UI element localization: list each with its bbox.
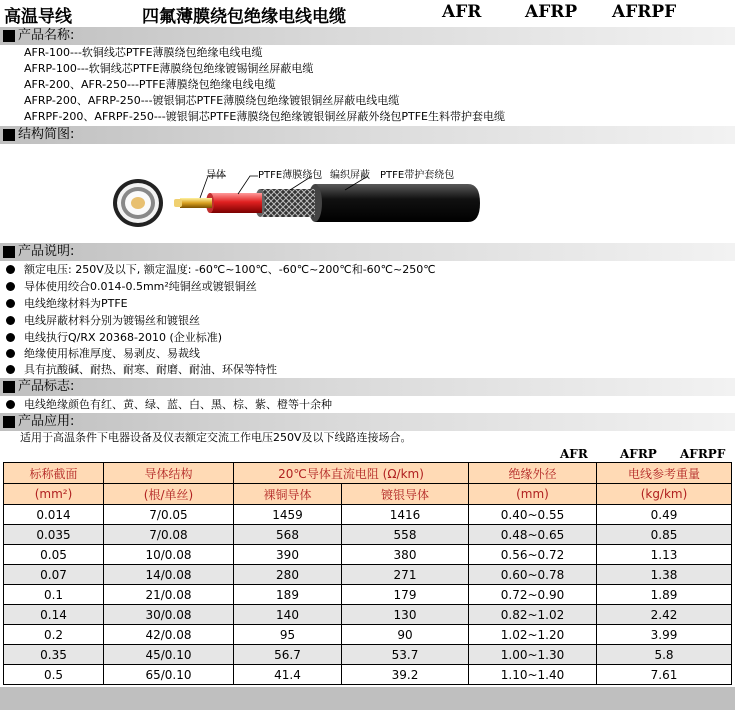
- name-line: AFR-200、AFR-250---PTFE薄膜绕包绝缘电线电缆: [24, 78, 276, 91]
- section-bar-structure: [0, 126, 735, 144]
- cell-conductor: 21/0.08: [104, 585, 234, 605]
- cell-od: 0.48~0.65: [469, 525, 597, 545]
- cell-od: 1.10~1.40: [469, 665, 597, 685]
- cell-section: 0.2: [4, 625, 104, 645]
- table-grade-afr: AFR: [560, 447, 588, 461]
- header-weight: 电线参考重量: [597, 463, 732, 484]
- bullet-icon: [6, 316, 15, 325]
- cell-section: 0.14: [4, 605, 104, 625]
- cell-section: 0.1: [4, 585, 104, 605]
- product-title: 四氟薄膜绕包绝缘电线电缆: [142, 7, 346, 27]
- footer-bar: [0, 687, 735, 710]
- cell-bare-resistance: 568: [234, 525, 342, 545]
- section-bar-names: [0, 27, 735, 45]
- cell-bare-resistance: 41.4: [234, 665, 342, 685]
- cross-section-icon: [113, 179, 163, 227]
- header-bare-copper: 裸铜导体: [234, 484, 342, 505]
- cell-weight: 0.85: [597, 525, 732, 545]
- table-grade-afrp: AFRP: [620, 447, 657, 461]
- table-row: [4, 565, 732, 585]
- table-grade-afrpf: AFRPF: [680, 447, 726, 461]
- header-section-unit: (mm²): [4, 484, 104, 505]
- cell-silver-resistance: 90: [342, 625, 469, 645]
- bullet-icon: [6, 265, 15, 274]
- description-item: 电线执行Q/RX 20368-2010 (企业标准): [6, 330, 222, 345]
- cell-od: 0.40~0.55: [469, 505, 597, 525]
- description-item: 具有抗酸碱、耐热、耐寒、耐磨、耐油、环保等特性: [6, 362, 277, 377]
- model-afrp: AFRP: [525, 2, 578, 22]
- square-bullet-icon: [3, 129, 15, 141]
- table-row: [4, 505, 732, 525]
- cell-silver-resistance: 39.2: [342, 665, 469, 685]
- name-line: AFRPF-200、AFRPF-250---镀银铜芯PTFE薄膜绕包绝缘镀银铜丝屏蔽外绕包PTFE生料带护套电缆: [24, 110, 506, 123]
- section-bar-application: [0, 413, 735, 431]
- cell-bare-resistance: 56.7: [234, 645, 342, 665]
- table-row: [4, 545, 732, 565]
- cell-silver-resistance: 179: [342, 585, 469, 605]
- diagram-label-film: PTFE薄膜绕包: [258, 170, 323, 181]
- cell-od: 0.82~1.02: [469, 605, 597, 625]
- header-conductor: 导体结构: [104, 463, 234, 484]
- description-item: 导体使用绞合0.014-0.5mm²纯铜丝或镀银铜丝: [6, 279, 257, 294]
- bullet-icon: [6, 365, 15, 374]
- cell-weight: 7.61: [597, 665, 732, 685]
- cell-section: 0.07: [4, 565, 104, 585]
- cell-conductor: 42/0.08: [104, 625, 234, 645]
- cell-bare-resistance: 390: [234, 545, 342, 565]
- cell-conductor: 14/0.08: [104, 565, 234, 585]
- marking-item: 电线绝缘颜色有红、黄、绿、蓝、白、黑、棕、紫、橙等十余种: [6, 397, 332, 412]
- bullet-icon: [6, 400, 15, 409]
- cell-silver-resistance: 53.7: [342, 645, 469, 665]
- cell-bare-resistance: 140: [234, 605, 342, 625]
- section-title-description: 产品说明:: [18, 244, 75, 259]
- square-bullet-icon: [3, 30, 15, 42]
- cell-conductor: 65/0.10: [104, 665, 234, 685]
- cell-conductor: 10/0.08: [104, 545, 234, 565]
- cell-conductor: 7/0.08: [104, 525, 234, 545]
- cell-od: 1.02~1.20: [469, 625, 597, 645]
- cell-silver-resistance: 558: [342, 525, 469, 545]
- cell-section: 0.5: [4, 665, 104, 685]
- spec-table: [3, 462, 732, 685]
- table-row: [4, 585, 732, 605]
- cell-weight: 1.38: [597, 565, 732, 585]
- bullet-icon: [6, 282, 15, 291]
- section-bar-description: [0, 243, 735, 261]
- description-item: 电线绝缘材料为PTFE: [6, 296, 128, 311]
- section-title-structure: 结构简图:: [18, 127, 75, 142]
- cable-structure-diagram: [100, 150, 480, 240]
- cell-section: 0.014: [4, 505, 104, 525]
- header-section: 标称截面: [4, 463, 104, 484]
- cell-od: 0.72~0.90: [469, 585, 597, 605]
- square-bullet-icon: [3, 381, 15, 393]
- cell-section: 0.35: [4, 645, 104, 665]
- cell-weight: 3.99: [597, 625, 732, 645]
- cell-conductor: 30/0.08: [104, 605, 234, 625]
- name-line: AFRP-200、AFRP-250---镀银铜芯PTFE薄膜绕包绝缘镀银铜丝屏蔽电线电缆: [24, 94, 400, 107]
- cell-bare-resistance: 1459: [234, 505, 342, 525]
- cell-bare-resistance: 280: [234, 565, 342, 585]
- header-resistance: 20℃导体直流电阻 (Ω/km): [234, 463, 469, 484]
- model-afrpf: AFRPF: [612, 2, 677, 22]
- section-title-marking: 产品标志:: [18, 379, 75, 394]
- bullet-icon: [6, 333, 15, 342]
- cell-weight: 1.89: [597, 585, 732, 605]
- application-text: 适用于高温条件下电器设备及仪表额定交流工作电压250V及以下线路连接场合。: [20, 431, 412, 444]
- header-weight-unit: (kg/km): [597, 484, 732, 505]
- square-bullet-icon: [3, 246, 15, 258]
- table-row: [4, 645, 732, 665]
- bullet-icon: [6, 349, 15, 358]
- cell-weight: 1.13: [597, 545, 732, 565]
- cell-od: 0.60~0.78: [469, 565, 597, 585]
- diagram-label-braid: 编织屏蔽: [330, 170, 370, 181]
- table-row: [4, 605, 732, 625]
- cell-weight: 0.49: [597, 505, 732, 525]
- cell-silver-resistance: 130: [342, 605, 469, 625]
- cell-section: 0.035: [4, 525, 104, 545]
- description-item: 绝缘使用标准厚度、易剥皮、易裁线: [6, 346, 200, 361]
- cell-conductor: 7/0.05: [104, 505, 234, 525]
- model-afr: AFR: [442, 2, 482, 22]
- table-row: [4, 525, 732, 545]
- cell-silver-resistance: 1416: [342, 505, 469, 525]
- cell-bare-resistance: 189: [234, 585, 342, 605]
- product-category: 高温导线: [4, 7, 72, 27]
- description-item: 电线屏蔽材料分别为镀锡丝和镀银丝: [6, 313, 200, 328]
- square-bullet-icon: [3, 416, 15, 428]
- cell-section: 0.05: [4, 545, 104, 565]
- cell-weight: 5.8: [597, 645, 732, 665]
- cell-weight: 2.42: [597, 605, 732, 625]
- cell-od: 1.00~1.30: [469, 645, 597, 665]
- cell-silver-resistance: 271: [342, 565, 469, 585]
- header-silver-copper: 镀银导体: [342, 484, 469, 505]
- header-conductor-unit: (根/单丝): [104, 484, 234, 505]
- cell-conductor: 45/0.10: [104, 645, 234, 665]
- name-line: AFRP-100---软铜线芯PTFE薄膜绕包绝缘镀锡铜丝屏蔽电缆: [24, 62, 314, 75]
- description-item: 额定电压: 250V及以下, 额定温度: -60℃~100℃、-60℃~200℃和-60℃~250℃: [6, 262, 436, 277]
- section-title-names: 产品名称:: [18, 28, 75, 43]
- cell-bare-resistance: 95: [234, 625, 342, 645]
- header-od-unit: (mm): [469, 484, 597, 505]
- diagram-label-jacket: PTFE带护套绕包: [380, 170, 455, 181]
- header-od: 绝缘外径: [469, 463, 597, 484]
- section-bar-marking: [0, 378, 735, 396]
- diagram-label-conductor: 导体: [206, 170, 226, 181]
- section-title-application: 产品应用:: [18, 414, 75, 429]
- page-header: [0, 0, 735, 26]
- table-row: [4, 665, 732, 685]
- bullet-icon: [6, 299, 15, 308]
- table-row: [4, 625, 732, 645]
- cell-od: 0.56~0.72: [469, 545, 597, 565]
- cell-silver-resistance: 380: [342, 545, 469, 565]
- name-line: AFR-100---软铜线芯PTFE薄膜绕包绝缘电线电缆: [24, 46, 263, 59]
